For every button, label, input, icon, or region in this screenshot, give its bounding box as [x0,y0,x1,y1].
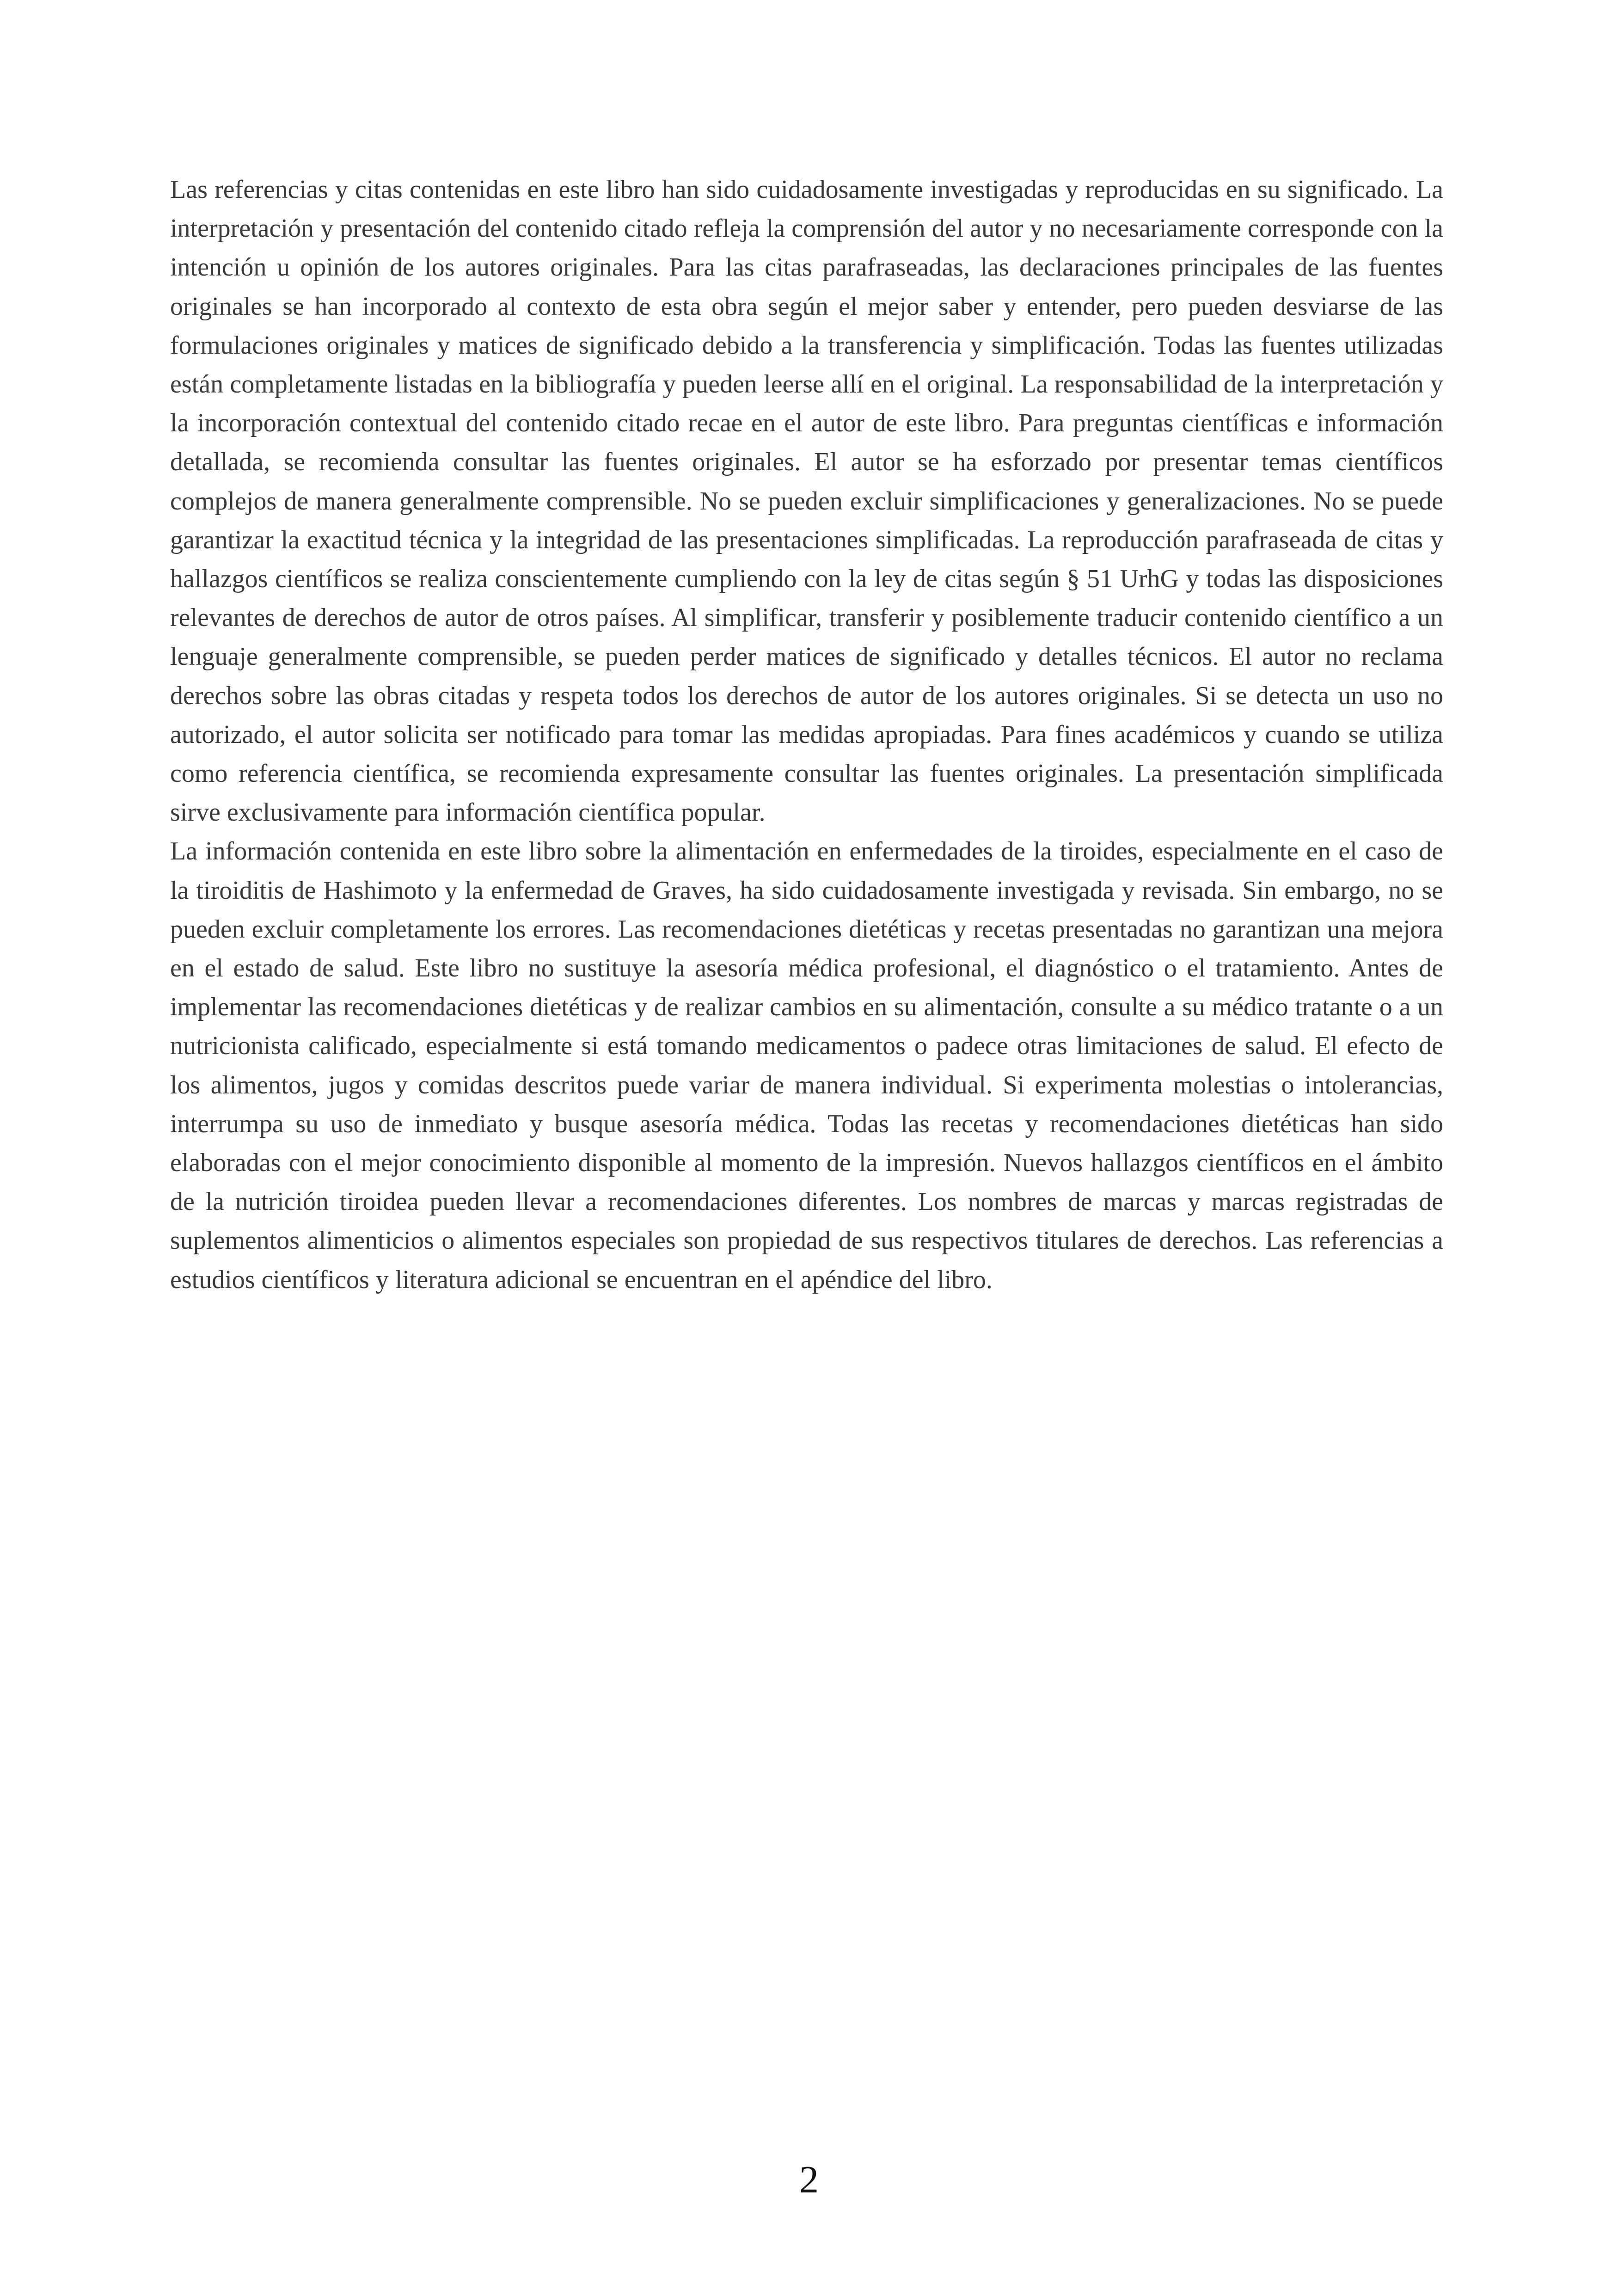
body-text [170,170,1443,1299]
disclaimer-citations-paragraph: Las referencias y citas contenidas en este libro han sido cuidadosamente investigadas y reproducidas en su significado. La interpretación y presentación del contenido citado refleja la comprensión del autor y no necesariamente corresponde con la intención u opinión de los autores originales. Para las citas parafraseadas, las declaraciones principales de las fuentes originales se han incorporado al contexto de esta obra según el mejor saber y entender, pero pueden desviarse de las formulaciones originales y matices de significado debido a la transferencia y simplificación. Todas las fuentes utilizadas están completamente listadas en la bibliografía y pueden leerse allí en el original. La responsabilidad de la interpretación y la incorporación contextual del contenido citado recae en el autor de este libro. Para preguntas científicas e información detallada, se recomienda consultar las fuentes originales. El autor se ha esforzado por presentar temas científicos complejos de manera generalmente comprensible. No se pueden excluir simplificaciones y generalizaciones. No se puede garantizar la exactitud técnica y la integridad de las presentaciones simplificadas. La reproducción parafraseada de citas y hallazgos científicos se realiza conscientemente cumpliendo con la ley de citas según § 51 UrhG y todas las disposiciones relevantes de derechos de autor de otros países. Al simplificar, transferir y posiblemente traducir contenido científico a un lenguaje generalmente comprensible, se pueden perder matices de significado y detalles técnicos. El autor no reclama derechos sobre las obras citadas y respeta todos los derechos de autor de los autores originales. Si se detecta un uso no autorizado, el autor solicita ser notificado para tomar las medidas apropiadas. Para fines académicos y cuando se utiliza como referencia científica, se recomienda expresamente consultar las fuentes originales. La presentación simplificada sirve exclusivamente para información científica popular. [170,175,1443,827]
disclaimer-nutrition-paragraph: La información contenida en este libro sobre la alimentación en enfermedades de la tiroides, especialmente en el caso de la tiroiditis de Hashimoto y la enfermedad de Graves, ha sido cuidadosamente investigada y revisada. Sin embargo, no se pueden excluir completamente los errores. Las recomendaciones dietéticas y recetas presentadas no garantizan una mejora en el estado de salud. Este libro no sustituye la asesoría médica profesional, el diagnóstico o el tratamiento. Antes de implementar las recomendaciones dietéticas y de realizar cambios en su alimentación, consulte a su médico tratante o a un nutricionista calificado, especialmente si está tomando medicamentos o padece otras limitaciones de salud. El efecto de los alimentos, jugos y comidas descritos puede variar de manera individual. Si experimenta molestias o intolerancias, interrumpa su uso de inmediato y busque asesoría médica. Todas las recetas y recomendaciones dietéticas han sido elaboradas con el mejor conocimiento disponible al momento de la impresión. Nuevos hallazgos científicos en el ámbito de la nutrición tiroidea pueden llevar a recomendaciones diferentes. Los nombres de marcas y marcas registradas de suplementos alimenticios o alimentos especiales son propiedad de sus respectivos titulares de derechos. Las referencias a estudios científicos y literatura adicional se encuentran en el apéndice del libro. [170,837,1443,1294]
page-number: 2 [799,2158,819,2201]
